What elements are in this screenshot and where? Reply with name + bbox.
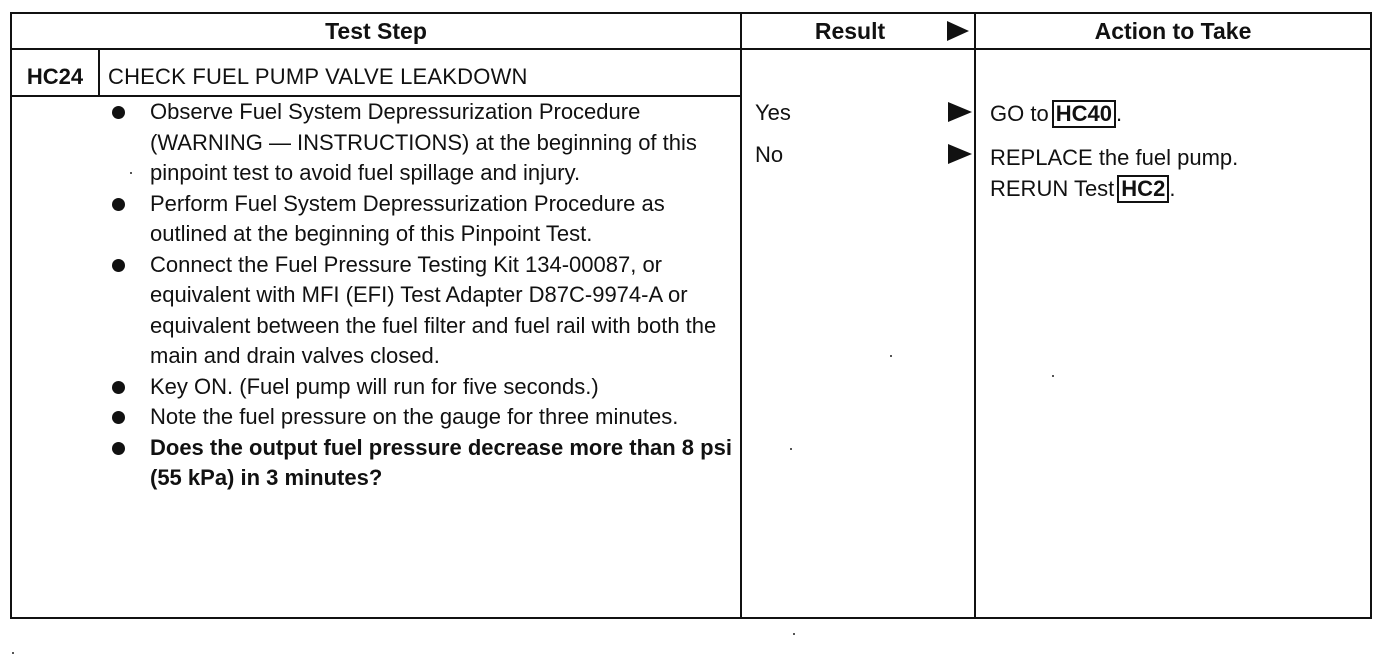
bullet-icon [112, 411, 125, 424]
header-action: Action to Take [1094, 17, 1252, 44]
bullet-icon [112, 442, 125, 455]
instruction-question: Does the output fuel pressure decrease more than 8 psi (55 kPa) in 3 minutes? [102, 433, 742, 494]
bullet-icon [112, 198, 125, 211]
action-line: REPLACE the fuel pump. [990, 145, 1239, 170]
result-yes-arrow-icon [948, 102, 972, 122]
header-divider [12, 48, 1370, 50]
bullet-icon [112, 381, 125, 394]
scan-speck [1052, 375, 1054, 377]
step-instructions [102, 97, 742, 494]
header-result: Result [814, 17, 886, 44]
column-divider-action [974, 14, 976, 617]
action-no [990, 142, 1238, 204]
instruction-item: Connect the Fuel Pressure Testing Kit 134-00087, or equivalent with MFI (EFI) Test Adapter D87C-9974-A or equivalent between the fuel filter and fuel rail with both the main and drain valves closed. [102, 250, 742, 372]
result-no-arrow-icon [948, 144, 972, 164]
scan-speck [790, 448, 792, 450]
instruction-item: Note the fuel pressure on the gauge for three minutes. [102, 402, 742, 433]
scan-speck [793, 633, 795, 635]
bullet-icon [112, 259, 125, 272]
scan-speck [890, 355, 892, 357]
test-step-table [10, 12, 1372, 619]
test-reference-link[interactable]: HC40 [1052, 100, 1116, 128]
step-id-divider [98, 48, 100, 96]
scan-speck [130, 172, 132, 174]
instruction-item: Key ON. (Fuel pump will run for five seconds.) [102, 372, 742, 403]
step-id: HC24 [26, 64, 84, 89]
action-yes: GO to HC40 . [990, 101, 1123, 126]
action-line: RERUN Test HC2 . [990, 176, 1176, 201]
header-test-step: Test Step [325, 17, 427, 44]
scan-speck [12, 652, 14, 654]
result-yes: Yes [755, 100, 791, 125]
result-no: No [755, 142, 784, 167]
test-reference-link[interactable]: HC2 [1117, 175, 1169, 203]
header-arrow-icon [947, 21, 969, 41]
bullet-icon [112, 106, 125, 119]
instruction-item: Observe Fuel System Depressurization Procedure (WARNING — INSTRUCTIONS) at the beginning of this pinpoint test to avoid fuel spillage and injury. [102, 97, 742, 189]
instruction-item: Perform Fuel System Depressurization Procedure as outlined at the beginning of this Pinpoint Test. [102, 189, 742, 250]
step-title: CHECK FUEL PUMP VALVE LEAKDOWN [108, 64, 528, 89]
